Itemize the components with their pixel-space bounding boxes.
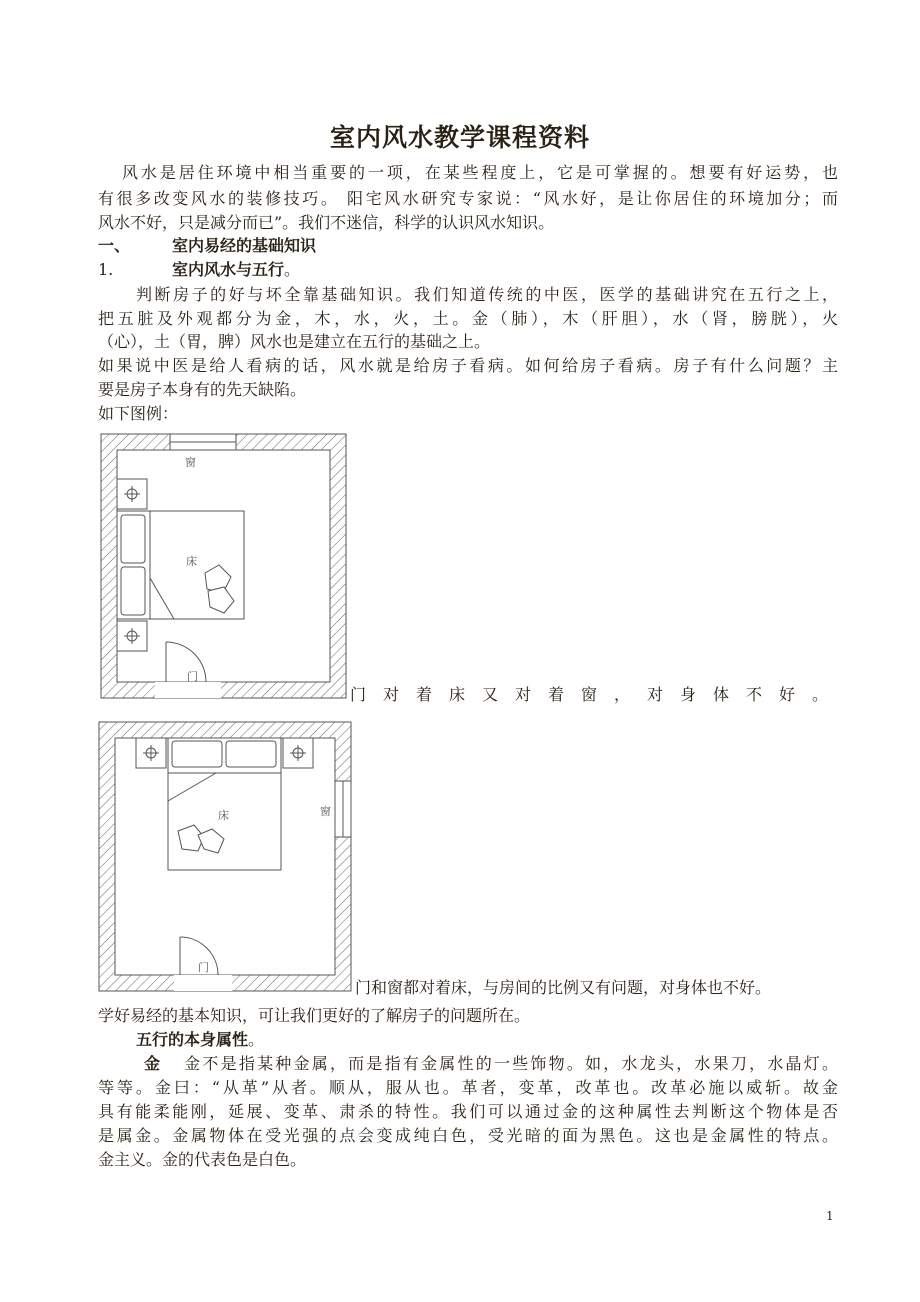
fig2-door-gap	[174, 975, 232, 991]
figure1-caption: 门对着床又对着窗，对身体不好。	[350, 685, 828, 704]
page-number: 1	[826, 1209, 834, 1223]
subsection-heading	[98, 259, 838, 281]
para4: 学好易经的基本知识，可让我们更好的了解房子的问题所在。	[98, 1006, 531, 1025]
fig1-window-label: 窗	[185, 456, 196, 469]
subsection-title: 室内风水与五行	[172, 260, 285, 279]
metal-line-2: 等等。金曰：“从革”从者。顺从，服从也。革者，变革，改革也。改革必施以威斩。故金	[98, 1078, 838, 1097]
intro-line-1: 风水是居住环境中相当重要的一项，在某些程度上，它是可掌握的。想要有好运势，也	[122, 163, 838, 182]
floor-plan-figure-2	[98, 721, 354, 993]
fig1-pillow-2	[121, 567, 145, 615]
intro-line-2: 有很多改变风水的装修技巧。 阳宅风水研究专家说：“风水好，是让你居住的环境加分；而	[98, 189, 838, 208]
example-label: 如下图例：	[98, 404, 179, 423]
five-elements-title: 五行的本身属性	[136, 1030, 249, 1049]
section-title: 室内易经的基础知识	[172, 236, 317, 255]
para2-line-1: 判断房子的好与坏全靠基础知识。我们知道传统的中医，医学的基础讲究在五行之上，	[136, 285, 838, 304]
intro-line-3: 风水不好，只是减分而已”。我们不迷信，科学的认识风水知识。	[98, 213, 555, 232]
para2-line-3: （心），土（胃，脾）风水也是建立在五行的基础之上。	[98, 332, 491, 351]
fig1-pillow-1	[121, 515, 145, 563]
fig1-bed-label: 床	[186, 555, 197, 568]
fig1-door-label: 门	[187, 670, 198, 683]
fig2-pillow-1	[172, 741, 222, 767]
floor-plan-figure-1	[100, 433, 348, 699]
subsection-number: 1.	[98, 260, 114, 279]
document-title: 室内风水教学课程资料	[329, 123, 590, 152]
subsection-suffix: 。	[284, 260, 301, 279]
figure2-caption: 门和窗都对着床，与房间的比例又有问题，对身体也不好。	[355, 978, 772, 997]
five-elements-suffix: 。	[248, 1030, 265, 1049]
fig1-door-gap	[155, 682, 221, 698]
five-elements-heading	[98, 1029, 876, 1051]
metal-first-line	[98, 1053, 838, 1075]
para3-line-2: 要是房子本身有的先天缺陷。	[98, 380, 307, 399]
metal-line-3: 具有能柔能刚，延展、变革、肃杀的特性。我们可以通过金的这种属性去判断这个物体是否	[98, 1102, 838, 1121]
metal-first-text: 金不是指某种金属，而是指有金属性的一些饰物。如，水龙头，水果刀，水晶灯。	[184, 1054, 838, 1073]
fig2-bed-label: 床	[218, 809, 229, 822]
metal-line-5: 金主义。金的代表色是白色。	[98, 1150, 307, 1169]
metal-line-4: 是属金。金属物体在受光强的点会变成纯白色，受光暗的面为黑色。这也是金属性的特点。	[98, 1126, 838, 1145]
fig2-window-label: 窗	[320, 805, 331, 818]
para2-line-2: 把五脏及外观都分为金，木，水，火，土。金（肺），木（肝胆），水（肾，膀胱），火	[98, 309, 838, 328]
fig2-pillow-2	[226, 741, 276, 767]
fig2-door-label: 门	[198, 961, 209, 974]
metal-term: 金	[144, 1054, 163, 1073]
section-heading	[98, 235, 838, 257]
section-number: 一、	[98, 236, 131, 255]
para3-line-1: 如果说中医是给人看病的话，风水就是给房子看病。如何给房子看病。房子有什么问题？主	[98, 356, 838, 375]
